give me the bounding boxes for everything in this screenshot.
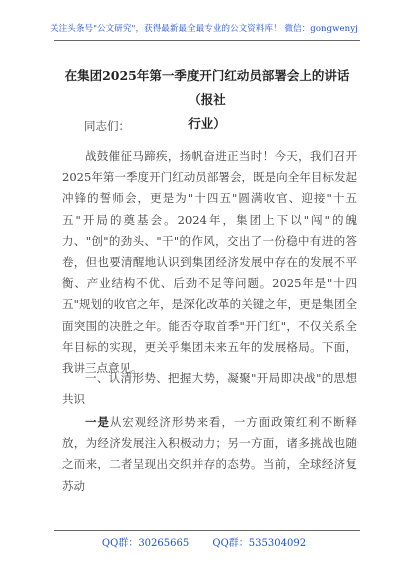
body-paragraph-3 — [62, 412, 357, 497]
footer-qq-group-2: QQ群：535304092 — [212, 538, 307, 549]
footer-divider — [54, 530, 360, 531]
salutation: 同志们： — [84, 119, 130, 133]
title-line-1: 在集团2025年第一季度开门红动员部署会上的讲话（报社 — [64, 68, 350, 107]
body-paragraph-1-block — [62, 146, 357, 379]
section-heading-block — [62, 368, 357, 410]
footer-qq-group-1: QQ群：30265665 — [101, 538, 190, 549]
header-banner: 关注头条号"公文研究"，获得最新最全最专业的公文资料库！ 微信：gongwenyj — [50, 24, 358, 34]
paragraph-lead-marker: 一是 — [85, 415, 110, 429]
body-paragraph-3-block — [62, 412, 357, 497]
footer-contacts — [0, 534, 408, 549]
section-1-heading: 一、认清形势、把握大势，凝聚"开局即决战"的思想共识 — [62, 371, 357, 407]
body-paragraph-1: 战鼓催征马蹄疾，扬帆奋进正当时！今天，我们召开2025年第一季度开门红动员部署会，既是向全年目标发起冲锋的誓师会，更是为"十四五"圆满收官、迎接"十五五"开局的奠基会。2024年，集团上下以"闯"的魄力、"创"的劲头、"干"的作风，交出了一份稳中有进的答卷，但也要清醒地认识到集团经济发展中存在的发展不平衡、产业结构不优、后劲不足等问题。2025年是"十四五"规划的收官之年，是深化改革的关键之年，更是集团全面突围的决胜之年。能否夺取首季"开门红"，不仅关系全年目标的实现，更关乎集团未来五年的发展格局。下面，我讲三点意见。 — [62, 149, 357, 376]
title-line-2: 行业） — [188, 116, 226, 131]
header-divider — [54, 40, 360, 41]
paragraph-3-text: 从宏观经济形势来看，一方面政策红利不断释放，为经济发展注入积极动力；另一方面，诸多挑战也随之而来，二者呈现出交织并存的态势。当前，全球经济复苏动 — [62, 415, 358, 493]
